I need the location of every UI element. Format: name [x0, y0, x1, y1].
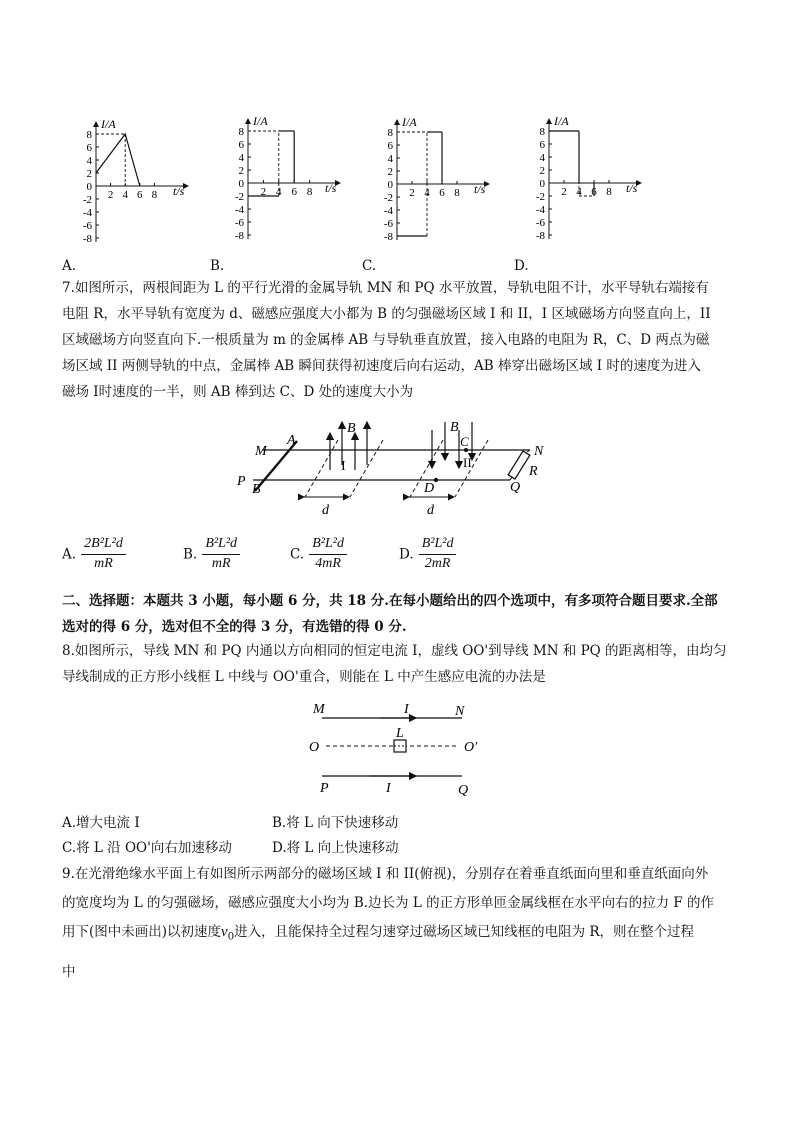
label-a: A — [287, 433, 296, 448]
label-c: C — [460, 434, 469, 449]
x-axis-label: t/s — [325, 181, 337, 195]
q7-option-b[interactable]: B. $\frac{\text{B²L²d}}{mR}$ — [183, 535, 240, 573]
y-tick-label: 6 — [387, 140, 393, 152]
y-tick-label: -6 — [234, 217, 244, 229]
y-tick-label: -2 — [234, 191, 244, 203]
q7-line: 磁场 I时速度的一半，则 AB 棒到达 C、D 处的速度大小为 — [62, 384, 414, 400]
q7-option-a[interactable]: A. $\frac{\text{2B²L²d}}{mR}$ — [62, 535, 126, 573]
q7-option-d[interactable]: D. $\frac{\text{B²L²d}}{2mR}$ — [399, 535, 456, 573]
y-tick-label: 2 — [86, 168, 92, 180]
y-tick-label: -8 — [383, 231, 393, 243]
y-tick-label: -4 — [383, 205, 393, 217]
q7-line: 电阻 R，水平导轨有宽度为 d、磁感应强度大小都为 B 的匀强磁场区域 I 和 II，I 区域磁场方向竖直向上，II — [62, 306, 711, 322]
svg-text:P: P — [320, 781, 329, 796]
label-b-field2: B — [450, 420, 459, 435]
y-tick-label: 0 — [86, 181, 92, 193]
y-tick-label: 6 — [238, 139, 244, 151]
point-d — [434, 478, 438, 482]
graphs-row — [0, 85, 794, 275]
y-tick-label: 0 — [238, 178, 244, 190]
x-axis-label: t/s — [474, 182, 486, 196]
y-tick-label: -8 — [82, 233, 92, 245]
label-n: N — [534, 444, 544, 459]
y-tick-label: -4 — [82, 207, 92, 219]
q7-line: 区域磁场方向竖直向下.一根质量为 m 的金属棒 AB 与导轨垂直放置，接入电路的电阻为 R，C、D 两点为磁 — [62, 332, 710, 348]
x-tick-label: 4 — [424, 187, 430, 199]
y-tick-label: -6 — [82, 220, 92, 232]
svg-text:Q: Q — [458, 783, 469, 798]
y-tick-label: 6 — [86, 142, 92, 154]
y-tick-label: 8 — [238, 126, 244, 138]
question-9: 9.在光滑绝缘水平面上有如图所示两部分的磁场区域 I 和 II(俯视)，分别存在着垂直纸面向里和垂直纸面向外 的宽度均为 L 的匀强磁场，磁感应强度大小均为 B.边长为 L 的正方形单匝金属线框在水平向右的拉力 F 的作 用下(图中未画出)以初速度$v_0$进入，且能保持全过程匀速穿过磁场区域已知线框的电阻为 R，则在整个过程 中 — [62, 860, 734, 987]
q7-option-c[interactable]: C. $\frac{\text{B²L²d}}{4mR}$ — [290, 535, 347, 573]
boundary — [305, 440, 338, 497]
option-label-b: B. — [210, 258, 225, 274]
y-tick-label: 0 — [539, 178, 545, 190]
label-p: P — [237, 474, 246, 489]
x-tick-label: 2 — [107, 189, 114, 201]
x-tick-label: 8 — [151, 189, 158, 201]
y-tick-label: 4 — [86, 155, 92, 167]
q8-option-c[interactable]: C.将 L 沿 OO'向右加速移动 — [62, 840, 232, 856]
svg-text:N: N — [455, 704, 465, 719]
label-b-end: B — [252, 482, 261, 497]
option-label-c: C. — [362, 258, 377, 274]
question-7 — [62, 275, 734, 405]
y-tick-label: 4 — [387, 153, 393, 165]
y-tick-label: -8 — [535, 230, 545, 242]
label-d: D — [424, 481, 435, 496]
y-axis-label: I/A — [253, 114, 268, 128]
y-tick-label: -8 — [234, 230, 244, 242]
fraction: $\frac{\text{2B²L²d}}{mR}$ — [81, 535, 126, 573]
q7-line: 7.如图所示，两根间距为 L 的平行光滑的金属导轨 MN 和 PQ 水平放置，导轨电阻不计，水平导轨右端接有 — [62, 280, 709, 296]
svg-text:O: O — [309, 740, 320, 755]
x-tick-label: 8 — [606, 186, 612, 198]
x-tick-label: 2 — [260, 186, 267, 198]
q8-option-d[interactable]: D.将 L 向上快速移动 — [272, 840, 399, 856]
svg-text:O′: O′ — [464, 740, 478, 755]
svg-text:L: L — [396, 726, 404, 741]
q7-line: 场区域 II 两侧导轨的中点，金属棒 AB 瞬间获得初速度后向右运动，AB 棒穿出磁场区域 I 时的速度为进入 — [62, 358, 701, 374]
q8-option-a[interactable]: A.增大电流 I — [62, 815, 140, 831]
x-tick-label: 2 — [409, 187, 415, 199]
y-tick-label: -4 — [234, 204, 244, 216]
svg-text:I: I — [404, 702, 409, 717]
svg-text:M: M — [313, 702, 325, 717]
y-tick-label: -6 — [383, 218, 393, 230]
y-tick-label: 8 — [539, 126, 545, 138]
x-axis-label: t/s — [173, 184, 185, 198]
label-region-ii: II — [463, 455, 472, 470]
y-tick-label: -4 — [535, 204, 545, 216]
label-b-field1: B — [347, 421, 356, 436]
x-tick-label: 4 — [276, 186, 282, 198]
y-axis-label: I/A — [101, 117, 116, 131]
y-axis-label: I/A — [554, 114, 569, 128]
q8-figure — [300, 698, 490, 798]
fraction: $\frac{\text{B²L²d}}{mR}$ — [202, 535, 240, 573]
q8-option-b[interactable]: B.将 L 向下快速移动 — [272, 815, 399, 831]
y-tick-label: 8 — [86, 129, 92, 141]
y-tick-label: 2 — [539, 165, 545, 177]
x-tick-label: 6 — [439, 187, 445, 199]
y-tick-label: 6 — [539, 139, 545, 151]
x-tick-label: 8 — [306, 186, 313, 198]
y-tick-label: 4 — [539, 152, 545, 164]
y-tick-label: 2 — [387, 166, 393, 178]
label-d1: d — [322, 503, 329, 518]
option-label-a: A. — [62, 258, 77, 274]
x-tick-label: 6 — [291, 186, 297, 198]
x-tick-label: 4 — [122, 189, 128, 201]
x-axis-label: t/s — [626, 181, 638, 195]
q8-line: 导线制成的正方形小线框 L 中线与 OO'重合，则能在 L 中产生感应电流的办法是 — [62, 669, 546, 685]
y-tick-label: 8 — [387, 127, 393, 139]
y-tick-label: -6 — [535, 217, 545, 229]
q8-line: 8.如图所示，导线 MN 和 PQ 内通以方向相同的恒定电流 I，虚线 OO'到导线 MN 和 PQ 的距离相等，由均匀 — [62, 643, 727, 659]
label-region-i: I — [341, 459, 346, 474]
fraction: $\frac{\text{B²L²d}}{2mR}$ — [419, 535, 457, 573]
resistor-icon — [508, 451, 530, 479]
label-q: Q — [510, 480, 521, 495]
option-label-d: D. — [514, 258, 529, 274]
label-m: M — [255, 444, 267, 459]
question-8 — [62, 638, 734, 690]
x-tick-label: 4 — [576, 186, 582, 198]
y-tick-label: 4 — [238, 152, 244, 164]
q7-figure — [230, 412, 560, 522]
label-r: R — [529, 464, 538, 479]
y-tick-label: 0 — [387, 179, 393, 191]
section-2-heading: 二、选择题：本题共 3 小题，每小题 6 分，共 18 分.在每小题给出的四个选项中，有多项符合题目要求.全部 选对的得 6 分，选对但不全的得 3 分，有选错的得 0 分. — [62, 593, 718, 635]
x-tick-label: 6 — [137, 189, 143, 201]
y-axis-label: I/A — [402, 115, 417, 129]
y-tick-label: -2 — [383, 192, 393, 204]
label-d2: d — [427, 503, 434, 518]
y-tick-label: -2 — [535, 191, 545, 203]
x-tick-label: 8 — [454, 187, 460, 199]
y-tick-label: -2 — [82, 194, 92, 206]
svg-text:I: I — [386, 781, 391, 796]
series-line — [96, 134, 140, 186]
q9-line3: 用下(图中未画出)以初速度$v_0$进入，且能保持全过程匀速穿过磁场区域已知线框的电阻为 R，则在整个过程 — [62, 924, 695, 943]
x-tick-label: 6 — [591, 186, 597, 198]
x-tick-label: 2 — [561, 186, 567, 198]
fraction: $\frac{\text{B²L²d}}{4mR}$ — [309, 535, 347, 573]
y-tick-label: 2 — [238, 165, 244, 177]
